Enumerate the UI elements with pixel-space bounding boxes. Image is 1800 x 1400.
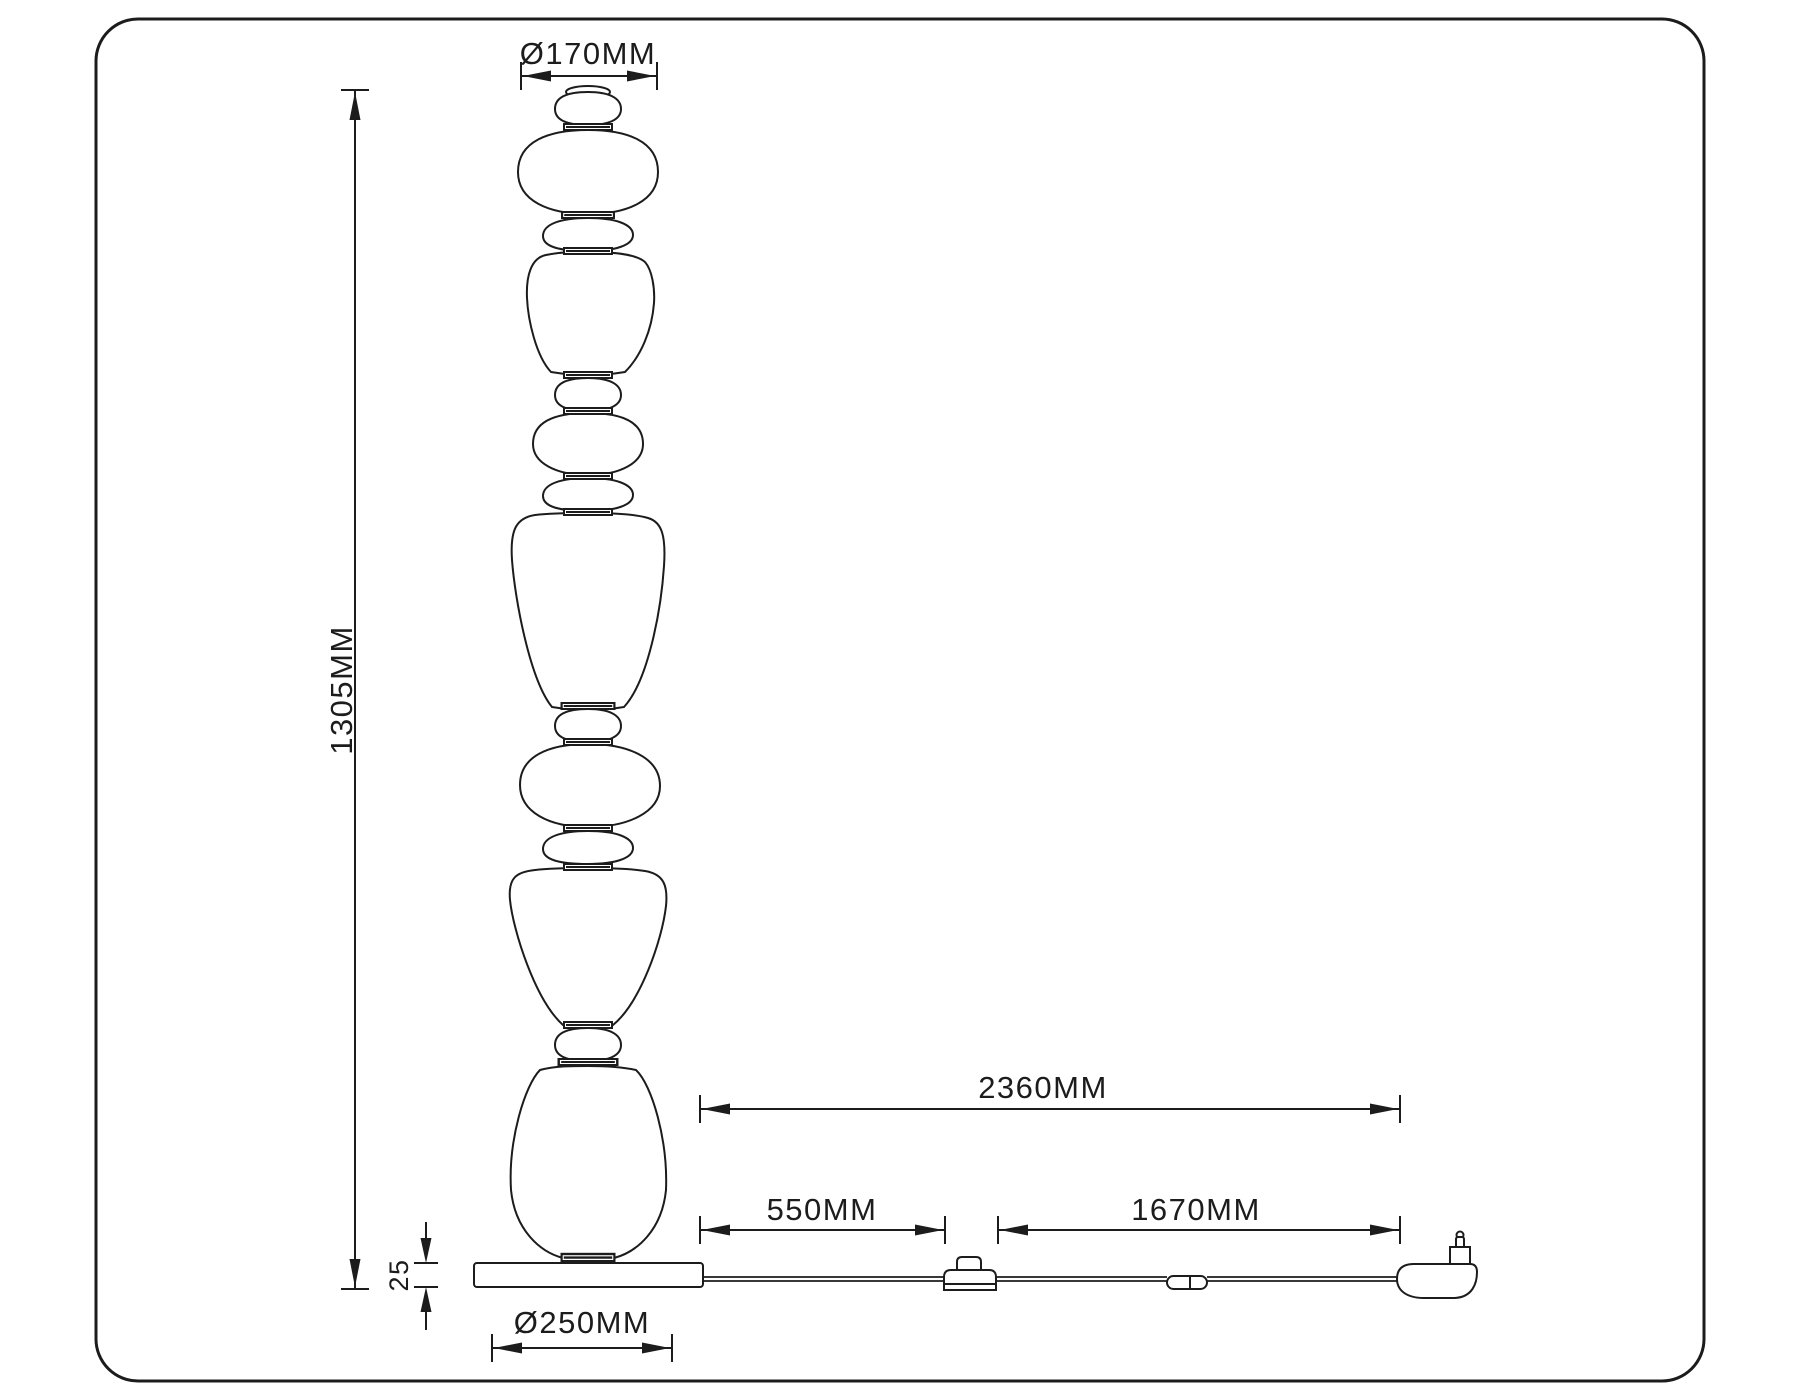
dim-base-thickness [384,1222,438,1330]
power-cable [703,1277,1397,1281]
dim-label-base-thickness: 25 [384,1258,414,1292]
dim-lamp-height [324,90,369,1289]
glass-pebble [543,218,633,251]
glass-pebble [555,92,621,125]
dim-base-diameter [492,1305,672,1362]
glass-pebble [543,831,633,864]
dim-label-cable-total: 2360MM [978,1070,1108,1105]
plug-pin-base [1450,1247,1470,1265]
dim-top-diameter [520,36,657,90]
lamp-glass-stack [510,86,667,1260]
glass-vase [510,868,667,1027]
dim-cable-total [700,1070,1400,1123]
glass-vase [511,1066,667,1260]
glass-vase [527,252,654,375]
glass-oval [518,130,658,214]
glass-oval [533,413,643,475]
switch-body [944,1270,996,1290]
dim-label-base-diameter: Ø250MM [513,1305,651,1340]
dim-label-top-diameter: Ø170MM [519,36,657,71]
glass-pebble [555,1028,621,1061]
cable-connector [1167,1276,1207,1289]
plug-body [1397,1264,1477,1298]
inline-switch [944,1257,996,1290]
dim-base-to-switch [700,1192,945,1244]
glass-pebble [555,709,621,742]
glass-pebble [555,378,621,411]
base-plate [474,1263,703,1287]
dim-label-switch-to-plug: 1670MM [1131,1192,1261,1227]
dim-label-base-to-switch: 550MM [766,1192,878,1227]
dim-label-lamp-height: 1305MM [324,625,359,755]
power-plug [1397,1232,1477,1299]
glass-vase [512,513,665,710]
glass-oval [520,744,660,827]
dim-switch-to-plug [998,1192,1400,1244]
switch-button [957,1257,981,1271]
glass-pebble [543,478,633,511]
